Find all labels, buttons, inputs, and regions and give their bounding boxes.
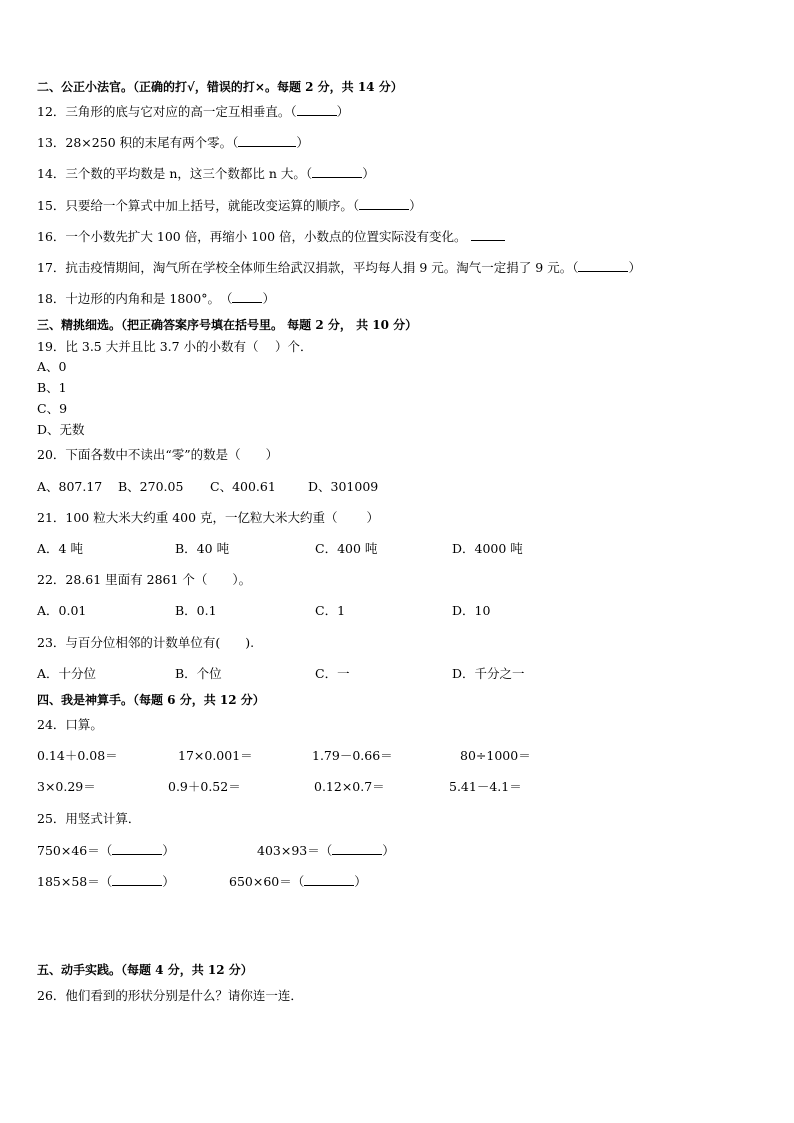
question-12-text: 12．三角形的底与它对应的高一定互相垂直。（ [37, 104, 297, 119]
close-paren: ） [362, 166, 375, 181]
answer-blank[interactable] [471, 229, 505, 241]
section-3-title: 三、精挑细选。（把正确答案序号填在括号里。 每题 2 分， 共 10 分） [37, 318, 418, 332]
section-5-title: 五、动手实践。（每题 4 分，共 12 分） [37, 963, 253, 977]
q19-option-d[interactable]: D、无数 [37, 422, 85, 437]
q22-option-a[interactable]: A．0.01 [37, 603, 87, 618]
question-12 [37, 104, 349, 120]
close-paren: ） [354, 874, 367, 889]
answer-blank[interactable] [112, 843, 162, 855]
q22-option-d[interactable]: D．10 [452, 603, 491, 618]
oral-calc-item: 3×0.29＝ [37, 779, 96, 794]
vertical-calc-item [229, 874, 367, 890]
q21-option-d[interactable]: D．4000 吨 [452, 541, 523, 556]
expression: 750×46＝（ [37, 843, 113, 858]
question-14 [37, 166, 375, 182]
question-22: 22．28.61 里面有 2861 个（ ）。 [37, 572, 252, 587]
q22-option-b[interactable]: B．0.1 [175, 603, 217, 618]
oral-calc-item: 0.12×0.7＝ [314, 779, 385, 794]
vertical-calc-item [257, 843, 395, 859]
question-14-text: 14．三个数的平均数是 n，这三个数都比 n 大。（ [37, 166, 313, 181]
section-2-title: 二、公正小法官。（正确的打√，错误的打×。每题 2 分，共 14 分） [37, 80, 403, 94]
question-13 [37, 135, 309, 151]
question-19: 19．比 3.5 大并且比 3.7 小的小数有（ ）个． [37, 339, 313, 354]
close-paren: ） [162, 874, 175, 889]
answer-blank[interactable] [332, 843, 382, 855]
question-17 [37, 260, 641, 276]
close-paren: ） [409, 198, 422, 213]
q20-option-d[interactable]: D、301009 [308, 479, 379, 494]
q20-option-c[interactable]: C、400.61 [210, 479, 276, 494]
q19-option-a[interactable]: A、0 [37, 359, 67, 374]
section-4-title: 四、我是神算手。（每题 6 分，共 12 分） [37, 693, 265, 707]
question-17-text: 17．抗击疫情期间，淘气所在学校全体师生给武汉捐款，平均每人捐 9 元。淘气一定捐了 9 元。（ [37, 260, 579, 275]
close-paren: ） [162, 843, 175, 858]
q19-option-c[interactable]: C、9 [37, 401, 68, 416]
q20-option-a[interactable]: A、807.17 [37, 479, 103, 494]
q23-option-d[interactable]: D．千分之一 [452, 666, 525, 681]
q23-option-a[interactable]: A．十分位 [37, 666, 97, 681]
q21-option-c[interactable]: C．400 吨 [315, 541, 378, 556]
close-paren: ） [628, 260, 641, 275]
question-15-text: 15．只要给一个算式中加上括号，就能改变运算的顺序。（ [37, 198, 360, 213]
expression: 185×58＝（ [37, 874, 113, 889]
q20-option-b[interactable]: B、270.05 [118, 479, 184, 494]
answer-blank[interactable] [304, 874, 354, 886]
answer-blank[interactable] [238, 135, 296, 147]
answer-blank[interactable] [312, 166, 362, 178]
answer-blank[interactable] [297, 104, 337, 116]
q23-option-c[interactable]: C．一 [315, 666, 350, 681]
question-24: 24．口算。 [37, 717, 103, 732]
oral-calc-item: 5.41－4.1＝ [449, 779, 522, 794]
q22-option-c[interactable]: C．1 [315, 603, 346, 618]
question-13-text: 13．28×250 积的末尾有两个零。（ [37, 135, 239, 150]
answer-blank[interactable] [112, 874, 162, 886]
question-15 [37, 198, 422, 214]
oral-calc-item: 17×0.001＝ [178, 748, 253, 763]
answer-blank[interactable] [232, 291, 262, 303]
question-18-text: 18．十边形的内角和是 1800°。 （ [37, 291, 233, 306]
q21-option-a[interactable]: A．4 吨 [37, 541, 83, 556]
question-16 [37, 229, 505, 245]
vertical-calc-item [37, 843, 175, 859]
vertical-calc-item [37, 874, 175, 890]
close-paren: ） [262, 291, 275, 306]
oral-calc-item: 0.14＋0.08＝ [37, 748, 118, 763]
question-26: 26．他们看到的形状分别是什么？请你连一连． [37, 988, 303, 1003]
close-paren: ） [336, 104, 350, 119]
close-paren: ） [382, 843, 395, 858]
expression: 650×60＝（ [229, 874, 305, 889]
q19-option-b[interactable]: B、1 [37, 380, 67, 395]
answer-blank[interactable] [359, 198, 409, 210]
q23-option-b[interactable]: B．个位 [175, 666, 222, 681]
oral-calc-item: 80÷1000＝ [460, 748, 531, 763]
question-21: 21．100 粒大米大约重 400 克，一亿粒大米大约重（ ） [37, 510, 380, 525]
expression: 403×93＝（ [257, 843, 333, 858]
question-18 [37, 291, 275, 307]
question-16-text: 16．一个小数先扩大 100 倍，再缩小 100 倍，小数点的位置实际没有变化。 [37, 229, 467, 244]
question-25: 25．用竖式计算． [37, 811, 141, 826]
oral-calc-item: 1.79－0.66＝ [312, 748, 393, 763]
oral-calc-item: 0.9＋0.52＝ [168, 779, 241, 794]
close-paren: ） [296, 135, 309, 150]
question-23: 23．与百分位相邻的计数单位有( ). [37, 635, 255, 650]
question-20: 20．下面各数中不读出“零”的数是（ ） [37, 447, 279, 462]
q21-option-b[interactable]: B．40 吨 [175, 541, 230, 556]
answer-blank[interactable] [578, 260, 628, 272]
